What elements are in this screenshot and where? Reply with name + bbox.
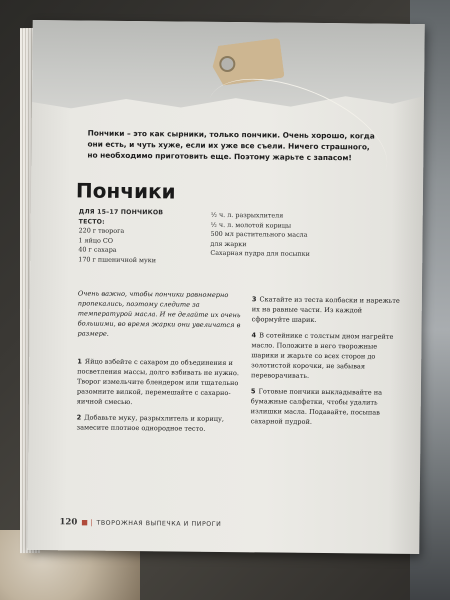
step-text: Готовые пончики выкладывайте на бумажные салфетки, чтобы удалить излишки масла. Подавайте, посыпав сахарной пудрой. (250, 387, 383, 426)
ingredients-right-column (210, 211, 360, 261)
step-text: Яйцо взбейте с сахаром до объединения и посветления массы, долго взбивать не нужно. Творог измельчите блендером или тщательно разомните вилкой, перемешайте с сахарно-яичной смесью. (76, 357, 240, 407)
ingredient-item: Сахарная пудра для посыпки (210, 249, 310, 259)
intro-text: Пончики – это как сырники, только пончики. Очень хорошо, когда они есть, и чуть хуже, если их уже все съели. Ничего страшного, но необходимо приготовить еще. Поэтому жарьте с запасом! (87, 128, 375, 163)
ingredients-heading: ДЛЯ 15–17 ПОНЧИКОВ (78, 208, 164, 217)
step-number: 2 (76, 413, 82, 422)
ingredient-item: ½ ч. л. молотой корицы (210, 220, 292, 230)
chapter-title: ТВОРОЖНАЯ ВЫПЕЧКА И ПИРОГИ (96, 519, 222, 528)
book-page (27, 20, 425, 554)
step-number: 4 (251, 331, 257, 340)
tip-note: Очень важно, чтобы пончики равномерно пропекались, поэтому следите за температурой масла. И не делайте их очень большими, во время жарки они увеличатся в размере. (77, 289, 241, 338)
step-number: 5 (250, 387, 256, 396)
step-text: В сотейнике с толстым дном нагрейте масло. Положите в него творожные шарики и жарьте со всех сторон до золотистой корочки, не забывая переворачивать. (251, 331, 394, 380)
ingredient-item: 40 г сахара (78, 245, 117, 255)
step-text: Скатайте из теста колбаски и нарежьте их на равные части. Из каждой сформуйте шарик. (251, 295, 400, 324)
step-number: 3 (251, 295, 257, 304)
steps-right-column (250, 294, 401, 434)
ingredients-block (78, 207, 379, 265)
step-5 (251, 386, 401, 428)
page-footer (59, 517, 221, 529)
steps-left-column (76, 356, 247, 440)
recipe-title: Пончики (75, 178, 176, 204)
dough-label: ТЕСТО: (78, 218, 105, 226)
step-number: 1 (77, 357, 82, 366)
ingredient-item: для жарки (210, 239, 247, 248)
step-text: Добавьте муку, разрыхлитель и корицу, замесите плотное однородное тесто. (76, 413, 225, 433)
step-2 (76, 412, 246, 434)
page-number: 120 (59, 517, 78, 528)
step-4 (251, 330, 402, 382)
step-3 (252, 294, 402, 326)
ingredient-item: 220 г творога (78, 226, 125, 236)
footer-separator: ■ | (81, 518, 93, 527)
ingredient-item: 170 г пшеничной муки (78, 255, 157, 265)
tag-hole (219, 56, 235, 72)
ingredient-item: 1 яйцо СО (78, 236, 114, 245)
ingredient-item: 500 мл растительного масла (210, 230, 308, 240)
ingredient-item: ½ ч. л. разрыхлителя (210, 210, 284, 220)
step-1 (77, 356, 248, 408)
ingredients-left-column (78, 207, 219, 266)
